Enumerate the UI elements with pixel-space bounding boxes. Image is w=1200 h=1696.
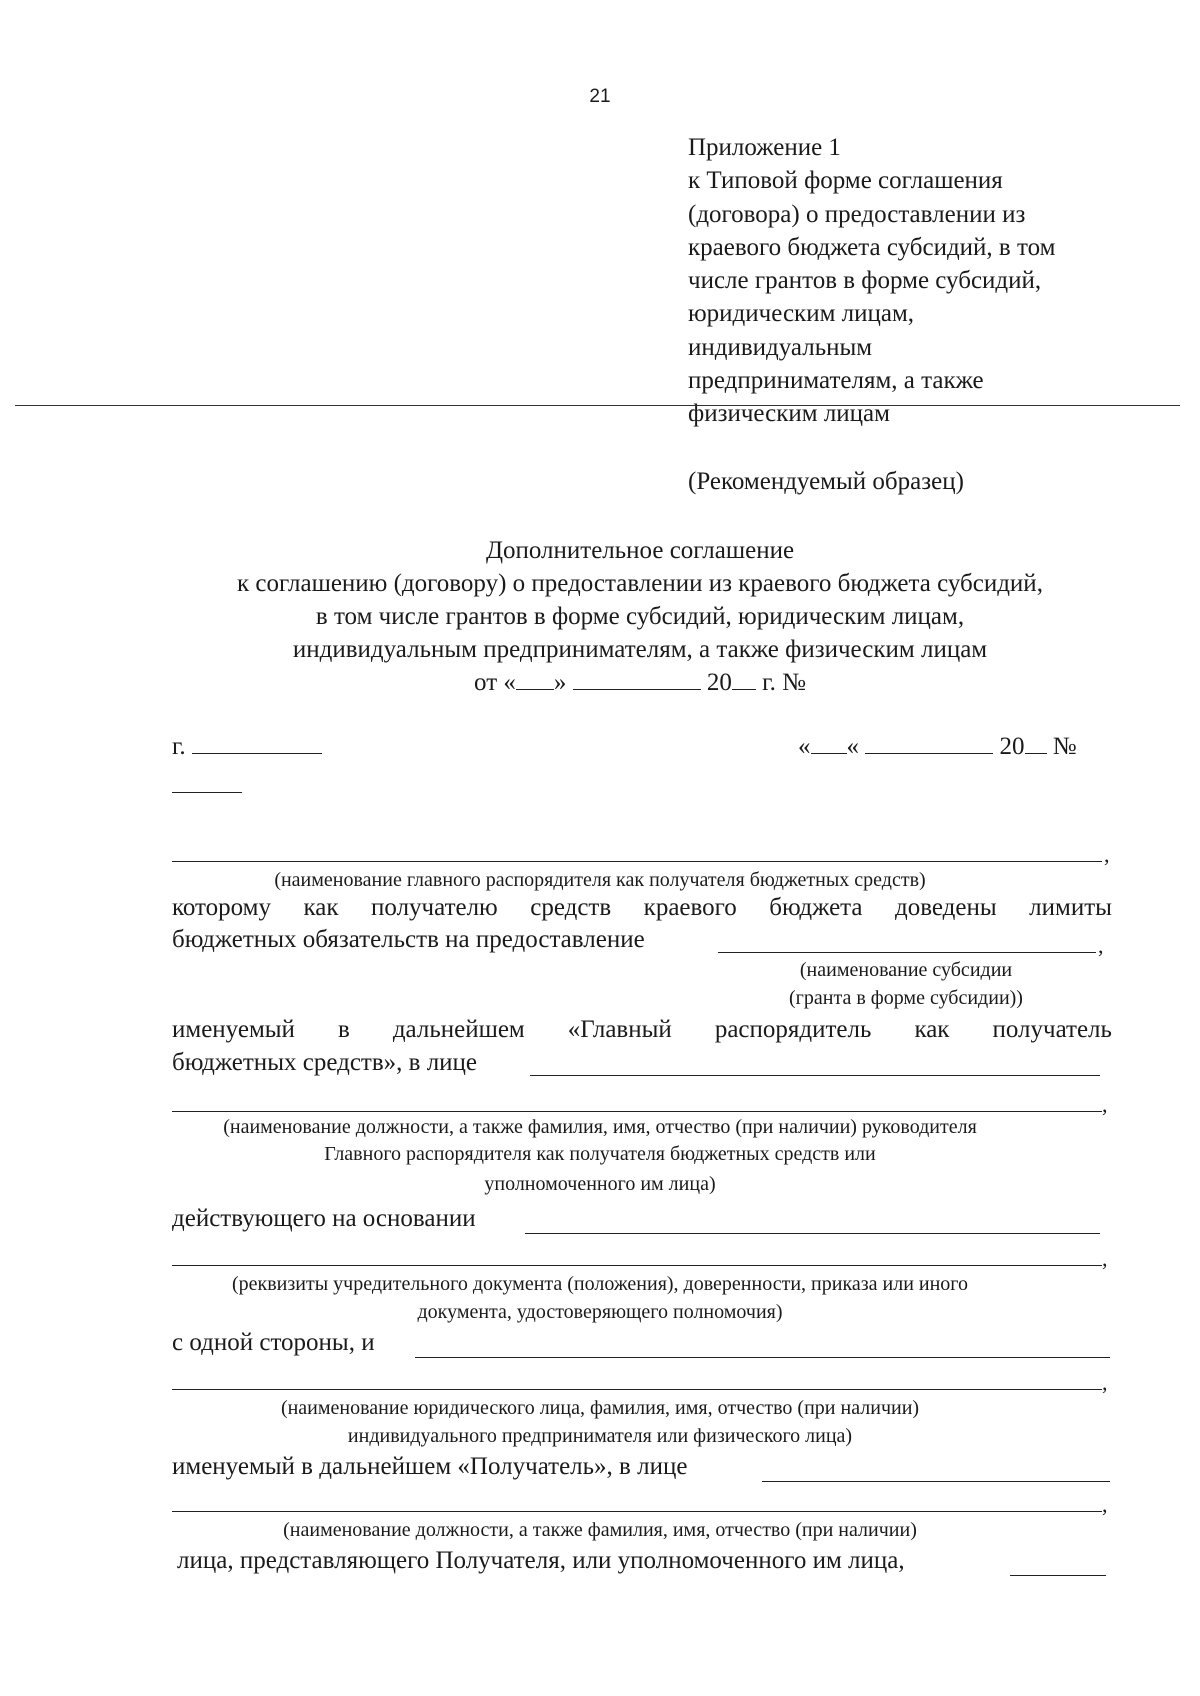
comma: , xyxy=(1104,842,1110,867)
appendix-header xyxy=(688,131,1055,431)
representative-blank xyxy=(172,1111,1102,1112)
agreement-title xyxy=(150,534,1130,699)
subsidy-blank xyxy=(718,952,1096,953)
year-label: 20 xyxy=(999,733,1025,760)
word: которому xyxy=(172,894,271,921)
year-label: 20 xyxy=(706,669,732,696)
date-field xyxy=(798,733,1077,761)
appendix-line: физическим лицам xyxy=(688,400,890,428)
caption-documents: (реквизиты учредительного документа (положения), доверенности, приказа или иного xyxy=(231,1273,969,1295)
recipient-blank xyxy=(172,1389,1102,1390)
recipient-representative-blank xyxy=(762,1481,1110,1482)
word: именуемый xyxy=(172,1016,295,1043)
title-line: индивидуальным предпринимателям, а также физическим лицам xyxy=(292,636,988,663)
appendix-line: индивидуальным xyxy=(688,333,873,361)
recipient-blank xyxy=(415,1357,1110,1358)
title-line: в том числе грантов в форме субсидий, юридическим лицам, xyxy=(315,603,965,630)
month-blank xyxy=(573,669,701,690)
caption-subsidy: (гранта в форме субсидии)) xyxy=(789,987,1023,1009)
recipient-representative-blank xyxy=(172,1511,1102,1512)
appendix-line: к Типовой форме соглашения xyxy=(688,167,1003,195)
caption-distributor: (наименование главного распорядителя как получателя бюджетных средств) xyxy=(274,869,926,891)
named-recipient-label: именуемый в дальнейшем «Получатель», в лице xyxy=(172,1453,688,1480)
appendix-line: юридическим лицам, xyxy=(688,300,915,328)
caption-head: уполномоченного им лица) xyxy=(484,1173,716,1195)
horizontal-divider xyxy=(15,405,1180,406)
basis-blank xyxy=(172,1265,1102,1266)
number-sign: № xyxy=(1052,733,1077,760)
caption-head: Главного распорядителя как получателя бюджетных средств или xyxy=(324,1143,876,1165)
title-line: к соглашению (договору) о предоставлении из краевого бюджета субсидий, xyxy=(237,570,1043,597)
appendix-line: предпринимателям, а также xyxy=(688,367,984,395)
city-prefix: г. xyxy=(172,733,186,760)
month-blank xyxy=(865,733,993,754)
page-number: 21 xyxy=(589,86,611,107)
limits-text-line: бюджетных обязательств на предоставление xyxy=(172,926,645,953)
word: дальнейшем xyxy=(392,1016,525,1043)
distributor-blank xyxy=(172,861,1102,862)
appendix-line: числе грантов в форме субсидий, xyxy=(688,267,1042,295)
comma: , xyxy=(1098,933,1104,958)
appendix-line: Приложение 1 xyxy=(688,134,841,161)
word: распорядитель xyxy=(714,1016,872,1043)
one-side-label: с одной стороны, и xyxy=(172,1329,375,1356)
word: краевого xyxy=(643,894,737,921)
word: бюджета xyxy=(769,894,863,921)
date-from-label: от « xyxy=(474,669,516,696)
caption-head: (наименование должности, а также фамилия, имя, отчество (при наличии) руководителя xyxy=(223,1116,977,1138)
representative-person-label: лица, представляющего Получателя, или уполномоченного им лица, xyxy=(177,1547,905,1574)
word: как xyxy=(303,894,339,921)
named-text-line xyxy=(172,1016,1112,1044)
date-quote: » xyxy=(553,669,567,696)
acting-basis-label: действующего на основании xyxy=(172,1205,476,1232)
title-line: Дополнительное соглашение xyxy=(485,537,795,564)
number-label: г. № xyxy=(762,669,806,696)
day-blank xyxy=(516,669,554,690)
caption-documents: документа, удостоверяющего полномочия) xyxy=(417,1301,783,1323)
caption-recipient: индивидуального предпринимателя или физического лица) xyxy=(347,1425,853,1447)
appendix-line: краевого бюджета субсидий, в том xyxy=(688,233,1056,261)
caption-recipient: (наименование юридического лица, фамилия, имя, отчество (при наличии) xyxy=(280,1397,920,1419)
word: доведены xyxy=(895,894,997,921)
caption-position: (наименование должности, а также фамилия, имя, отчество (при наличии) xyxy=(283,1519,917,1541)
limits-text-line xyxy=(172,894,1112,922)
appendix-line: (договора) о предоставлении из xyxy=(688,200,1026,228)
year-blank xyxy=(1025,733,1047,754)
word: получатель xyxy=(992,1016,1112,1043)
city-blank-continuation xyxy=(172,792,242,793)
city-blank xyxy=(192,733,322,754)
quote-open: « xyxy=(798,733,811,760)
year-blank xyxy=(732,669,756,690)
word: как xyxy=(914,1016,950,1043)
representative-blank xyxy=(530,1075,1100,1076)
named-text-line: бюджетных средств», в лице xyxy=(172,1049,478,1076)
comma: , xyxy=(1102,1492,1108,1517)
comma: , xyxy=(1102,1246,1108,1271)
basis-blank xyxy=(525,1233,1100,1234)
comma: , xyxy=(1102,1092,1108,1117)
word: получателю xyxy=(371,894,498,921)
comma: , xyxy=(1102,1370,1108,1395)
caption-subsidy: (наименование субсидии xyxy=(799,959,1013,981)
word: в xyxy=(337,1016,350,1043)
city-field xyxy=(172,733,322,761)
title-date-line xyxy=(150,666,1130,699)
representative-person-blank xyxy=(1010,1575,1106,1576)
quote-close: « xyxy=(846,733,859,760)
sample-label: (Рекомендуемый образец) xyxy=(688,468,964,495)
word: «Главный xyxy=(567,1016,672,1043)
word: средств xyxy=(530,894,612,921)
word: лимиты xyxy=(1029,894,1112,921)
day-blank xyxy=(811,733,847,754)
